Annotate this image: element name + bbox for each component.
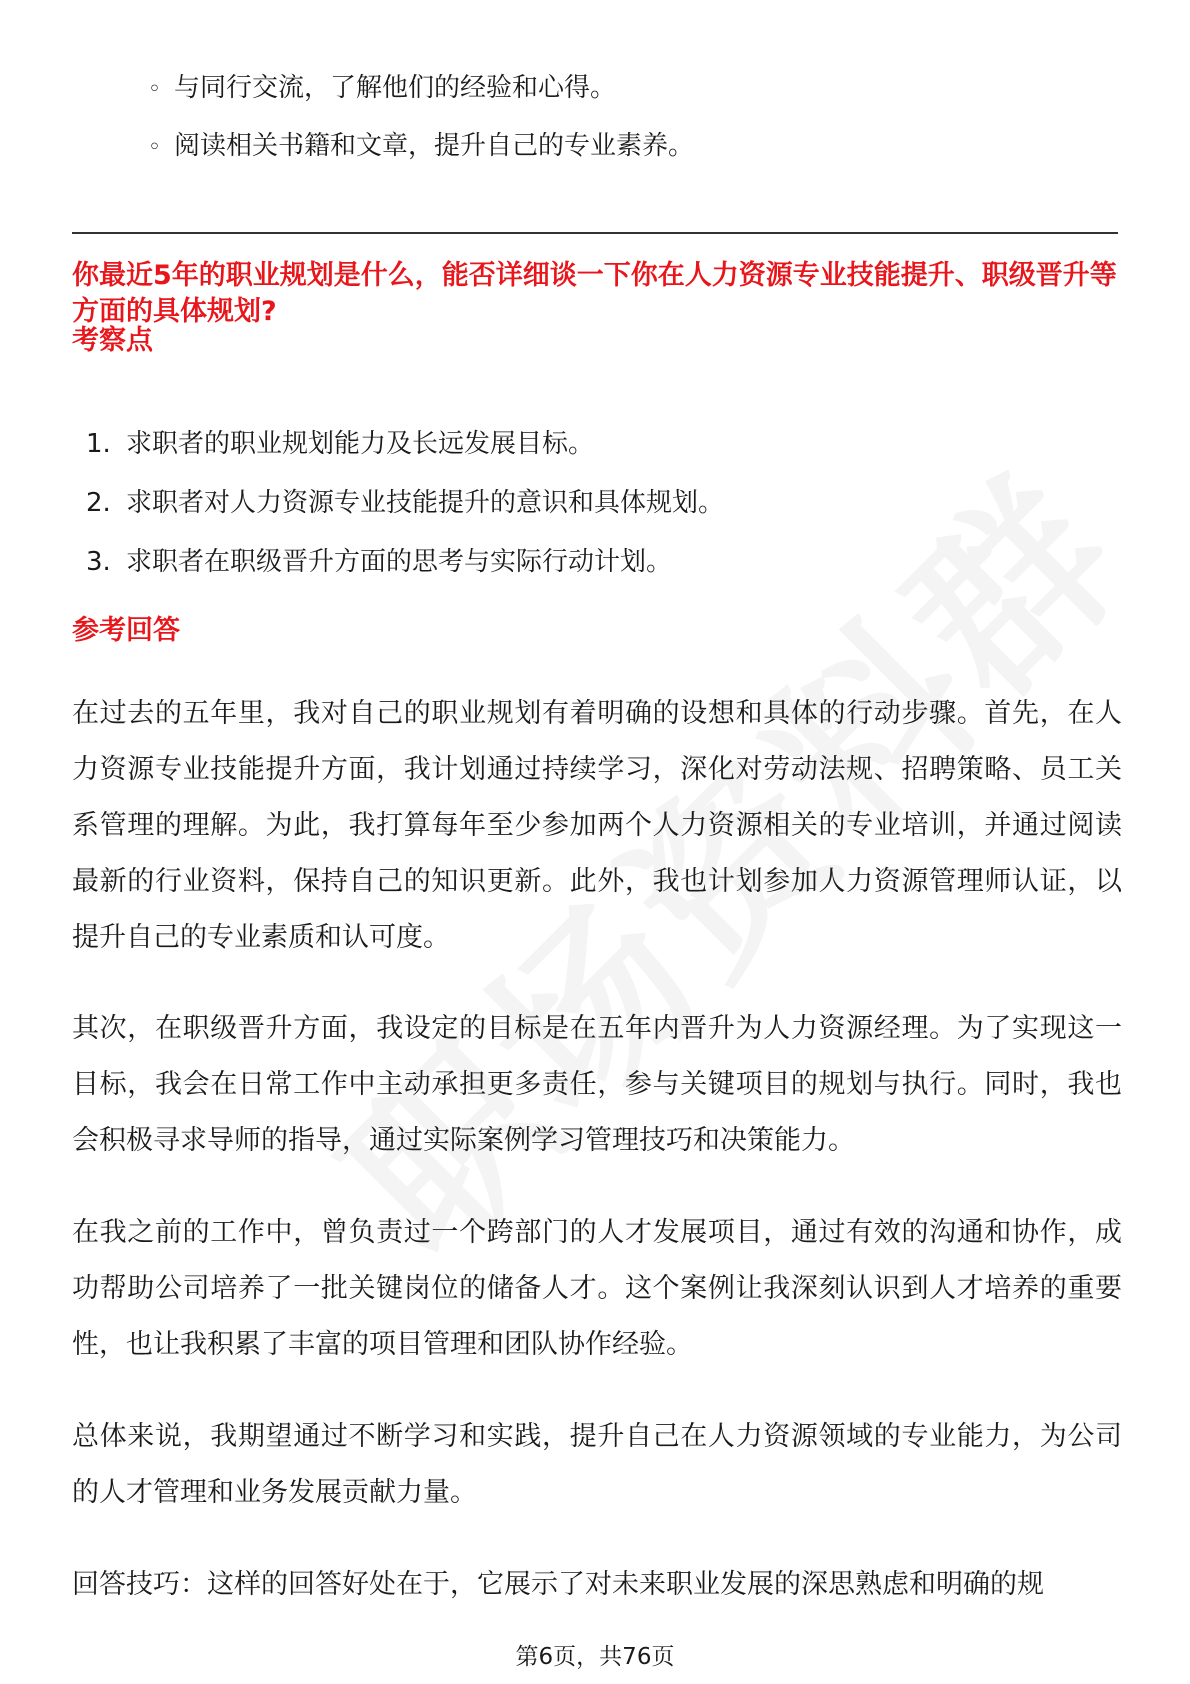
reference-answer-heading: 参考回答 bbox=[72, 615, 180, 646]
section-divider bbox=[72, 232, 1118, 234]
list-item bbox=[86, 487, 724, 519]
answer-paragraph-2: 其次，在职级晋升方面，我设定的目标是在五年内晋升为人力资源经理。为了实现这一目标，我会在日常工作中主动承担更多责任，参与关键项目的规划与执行。同时，我也会积极寻求导师的指导，通过实际案例学习管理技巧和决策能力。 bbox=[72, 1013, 1122, 1156]
answer-tip: 回答技巧：这样的回答好处在于，它展示了对未来职业发展的深思熟虑和明确的规 bbox=[72, 1569, 1044, 1600]
item-text: 求职者在职级晋升方面的思考与实际行动计划。 bbox=[126, 547, 673, 577]
item-number: 2. bbox=[86, 488, 111, 518]
item-number: 3. bbox=[86, 547, 111, 577]
answer-paragraph-4: 总体来说，我期望通过不断学习和实践，提升自己在人力资源领域的专业能力，为公司的人才管理和业务发展贡献力量。 bbox=[72, 1421, 1122, 1508]
answer-paragraph-1: 在过去的五年里，我对自己的职业规划有着明确的设想和具体的行动步骤。首先，在人力资源专业技能提升方面，我计划通过持续学习，深化对劳动法规、招聘策略、员工关系管理的理解。为此，我打算每年至少参加两个人力资源相关的专业培训，并通过阅读最新的行业资料，保持自己的知识更新。此外，我也计划参加人力资源管理师认证，以提升自己的专业素质和认可度。 bbox=[72, 698, 1122, 953]
bullet-marker: ◦ bbox=[148, 77, 161, 102]
exam-points-heading: 考察点 bbox=[72, 325, 153, 356]
bullet-text: 阅读相关书籍和文章，提升自己的专业素养。 bbox=[174, 131, 695, 161]
list-item bbox=[86, 428, 724, 460]
bullet-marker: ◦ bbox=[148, 135, 161, 160]
page-number-footer: 第6页，共76页 bbox=[515, 1644, 675, 1670]
exam-points-list bbox=[86, 428, 724, 605]
item-text: 求职者对人力资源专业技能提升的意识和具体规划。 bbox=[126, 488, 725, 518]
item-number: 1. bbox=[86, 429, 111, 459]
bullet-text: 与同行交流，了解他们的经验和心得。 bbox=[174, 73, 617, 103]
list-item bbox=[148, 72, 694, 104]
answer-paragraph-3: 在我之前的工作中，曾负责过一个跨部门的人才发展项目，通过有效的沟通和协作，成功帮助公司培养了一批关键岗位的储备人才。这个案例让我深刻认识到人才培养的重要性，也让我积累了丰富的项目管理和团队协作经验。 bbox=[72, 1217, 1122, 1360]
item-text: 求职者的职业规划能力及长远发展目标。 bbox=[126, 429, 595, 459]
list-item bbox=[148, 130, 694, 162]
list-item bbox=[86, 546, 724, 578]
question-heading: 你最近5年的职业规划是什么，能否详细谈一下你在人力资源专业技能提升、职级晋升等方面的具体规划? bbox=[72, 260, 1117, 327]
top-bullet-list bbox=[148, 72, 694, 188]
